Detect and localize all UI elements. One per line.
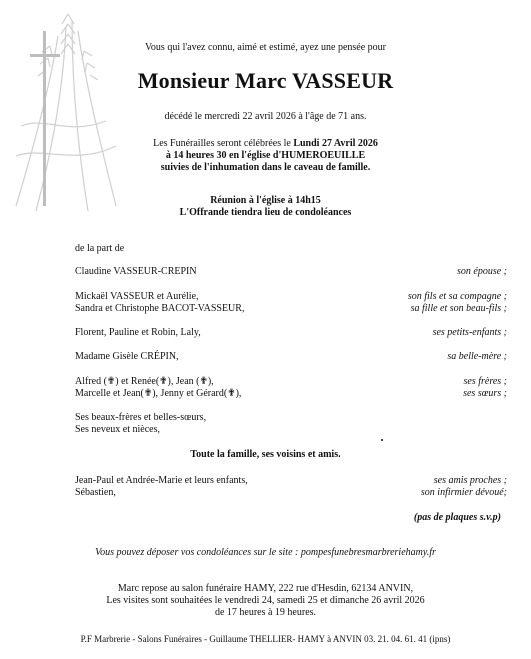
funeral-line-1 bbox=[0, 138, 531, 149]
funeral-line-2 bbox=[0, 150, 531, 161]
rest-line-1: Marc repose au salon funéraire HAMY, 222 rue d'Hesdin, 62134 ANVIN, bbox=[117, 583, 414, 594]
family-left-4: Madame Gisèle CRÉPIN, bbox=[75, 351, 179, 362]
family-left-6a: Ses beaux-frères et belles-sœurs, bbox=[75, 412, 207, 423]
friends-relation-1: ses amis proches ; bbox=[433, 475, 507, 486]
family-relation-3: ses petits-enfants ; bbox=[432, 327, 507, 338]
family-relation-2b: sa fille et son beau-fils ; bbox=[410, 303, 507, 314]
family-left-2a: Mickaël VASSEUR et Aurélie, bbox=[75, 291, 199, 302]
whole-family-line: Toute la famille, ses voisins et amis. bbox=[190, 449, 341, 460]
family-left-3: Florent, Pauline et Robin, Laly, bbox=[75, 327, 201, 338]
friends-left-1: Jean-Paul et Andrée-Marie et leurs enfants, bbox=[75, 475, 248, 486]
rest-line-2: Les visites sont souhaitées le vendredi 24, samedi 25 et dimanche 26 avril 2026 bbox=[106, 595, 425, 606]
family-left-6b: Ses neveux et nièces, bbox=[75, 424, 160, 435]
intro-line: Vous qui l'avez connu, aimé et estimé, ayez une pensée pour bbox=[145, 42, 386, 53]
family-relation-5a: ses frères ; bbox=[463, 376, 507, 387]
funeral-line-3: suivies de l'inhumation dans le caveau de famille. bbox=[160, 162, 371, 173]
funeral-time: à 14 heures 30 bbox=[165, 150, 227, 161]
family-left-1: Claudine VASSEUR-CREPIN bbox=[75, 266, 197, 277]
family-relation-4: sa belle-mère ; bbox=[447, 351, 507, 362]
friends-relation-2: son infirmier dévoué; bbox=[420, 487, 507, 498]
print-speck bbox=[381, 439, 383, 441]
family-relation-1: son épouse ; bbox=[457, 266, 507, 277]
meeting-line-1: Réunion à l'église à 14h15 bbox=[210, 195, 321, 206]
family-left-5a: Alfred (✟) et Renée(✟), Jean (✟), bbox=[75, 376, 214, 387]
family-relation-5b: ses sœurs ; bbox=[463, 388, 507, 399]
no-plaques-note: (pas de plaques s.v.p) bbox=[413, 512, 501, 523]
deceased-name: Monsieur Marc VASSEUR bbox=[137, 68, 394, 93]
death-line: décédé le mercredi 22 avril 2026 à l'âge de 71 ans. bbox=[164, 111, 367, 122]
funeral-date: Lundi 27 Avril 2026 bbox=[293, 138, 378, 149]
funeral-intro: Les Funérailles seront célébrées le bbox=[153, 138, 294, 149]
condolences-line: Vous pouvez déposer vos condoléances sur le site : pompesfunebresmarbreriehamy.fr bbox=[95, 547, 436, 558]
family-relation-2a: son fils et sa compagne ; bbox=[407, 291, 507, 302]
rest-line-3: de 17 heures à 19 heures. bbox=[214, 607, 317, 618]
footer-line: P.F Marbrerie - Salons Funéraires - Guillaume THELLIER- HAMY à ANVIN 03. 21. 04. 61. 41 (ipns) bbox=[80, 634, 451, 644]
meeting-line-2: L'Offrande tiendra lieu de condoléances bbox=[179, 207, 352, 218]
family-left-5b: Marcelle et Jean(✟), Jenny et Gérard(✟), bbox=[75, 388, 242, 399]
friends-left-2: Sébastien, bbox=[75, 487, 116, 498]
funeral-place: en l'église d'HUMEROEUILLE bbox=[226, 150, 366, 161]
from-label: de la part de bbox=[75, 243, 125, 254]
family-left-2b: Sandra et Christophe BACOT-VASSEUR, bbox=[75, 303, 245, 314]
